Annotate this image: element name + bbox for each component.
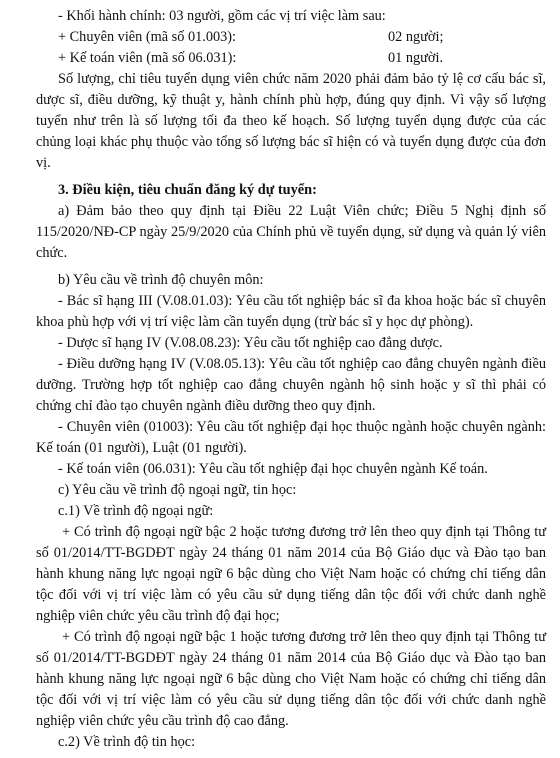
accountant-label: + Kế toán viên (mã số 06.031): [58,50,237,66]
pharmacist-requirement: - Dược sĩ hạng IV (V.08.08.23): Yêu cầu tốt nghiệp cao đẳng dược. [58,335,443,351]
nurse-requirement: - Điều dưỡng hạng IV (V.08.05.13): Yêu cầu tốt nghiệp cao đẳng chuyên ngành điều dưỡng. Trường hợp tốt nghiệp cao đẳng chuyên ngành hộ sinh hoặc y sĩ thì phải có chứng chỉ đào tạo chuyên ngành điều dưỡng theo quy định. [36,356,546,414]
language-level-1: + Có trình độ ngoại ngữ bậc 1 hoặc tương đương trở lên theo quy định tại Thông tư số 01/2014/TT-BGDĐT ngày 24 tháng 01 năm 2014 của Bộ Giáo dục và Đào tạo ban hành khung năng lực ngoại ngữ 6 bậc dùng cho Việt Nam hoặc có chứng chỉ tiếng dân tộc đối với vị trí việc làm có yêu cầu sử dụng tiếng dân tộc đối với chức danh nghề nghiệp viên chức yêu cầu trình độ cao đẳng. [36,629,546,729]
accountant-count: 01 người. [388,50,444,66]
language-level-2: + Có trình độ ngoại ngữ bậc 2 hoặc tương đương trở lên theo quy định tại Thông tư số 01/2014/TT-BGDĐT ngày 24 tháng 01 năm 2014 của Bộ Giáo dục và Đào tạo ban hành khung năng lực ngoại ngữ 6 bậc dùng cho Việt Nam hoặc có chứng chỉ tiếng dân tộc đối với vị trí việc làm có yêu cầu sử dụng tiếng dân tộc đối với chức danh nghề nghiệp viên chức yêu cầu trình độ đại học; [36,524,546,624]
condition-a: a) Đảm bảo theo quy định tại Điều 22 Luật Viên chức; Điều 5 Nghị định số 115/2020/NĐ-CP ngày 25/9/2020 của Chính phủ về tuyển dụng, sử dụng và quản lý viên chức. [36,203,546,261]
specialist-label: + Chuyên viên (mã số 01.003): [58,29,237,45]
condition-c: c) Yêu cầu về trình độ ngoại ngữ, tin học: [58,482,297,498]
condition-b: b) Yêu cầu về trình độ chuyên môn: [58,272,264,288]
specialist-requirement: - Chuyên viên (01003): Yêu cầu tốt nghiệp đại học thuộc ngành hoặc chuyên ngành: Kế toán (01 người), Luật (01 người). [36,419,546,456]
specialist-row [36,27,546,48]
doctor-requirement: - Bác sĩ hạng III (V.08.01.03): Yêu cầu tốt nghiệp bác sĩ đa khoa hoặc bác sĩ chuyên khoa phù hợp với vị trí việc làm cần tuyển dụng (trừ bác sĩ y học dự phòng). [36,293,546,330]
specialist-count: 02 người; [388,29,444,45]
accountant-requirement: - Kế toán viên (06.031): Yêu cầu tốt nghiệp đại học chuyên ngành Kế toán. [58,461,488,477]
condition-c1: c.1) Về trình độ ngoại ngữ: [58,503,214,519]
accountant-row [36,48,546,69]
quota-paragraph: Số lượng, chỉ tiêu tuyển dụng viên chức năm 2020 phải đảm bảo tỷ lệ cơ cấu bác sĩ, dược sĩ, điều dưỡng, kỹ thuật y, hành chính phù hợp, đúng quy định. Vì vậy số lượng tuyển như trên là số lượng tối đa theo kế hoạch. Số lượng tuyển dụng được của các chủng loại khác phụ thuộc vào tổng số lượng bác sĩ hiện có và tuyển dụng được của đơn vị. [36,71,546,171]
condition-c2: c.2) Về trình độ tin học: [58,734,196,750]
admin-block-line: - Khối hành chính: 03 người, gồm các vị trí việc làm sau: [58,8,386,24]
section-3-heading: 3. Điều kiện, tiêu chuẩn đăng ký dự tuyển: [58,182,317,198]
